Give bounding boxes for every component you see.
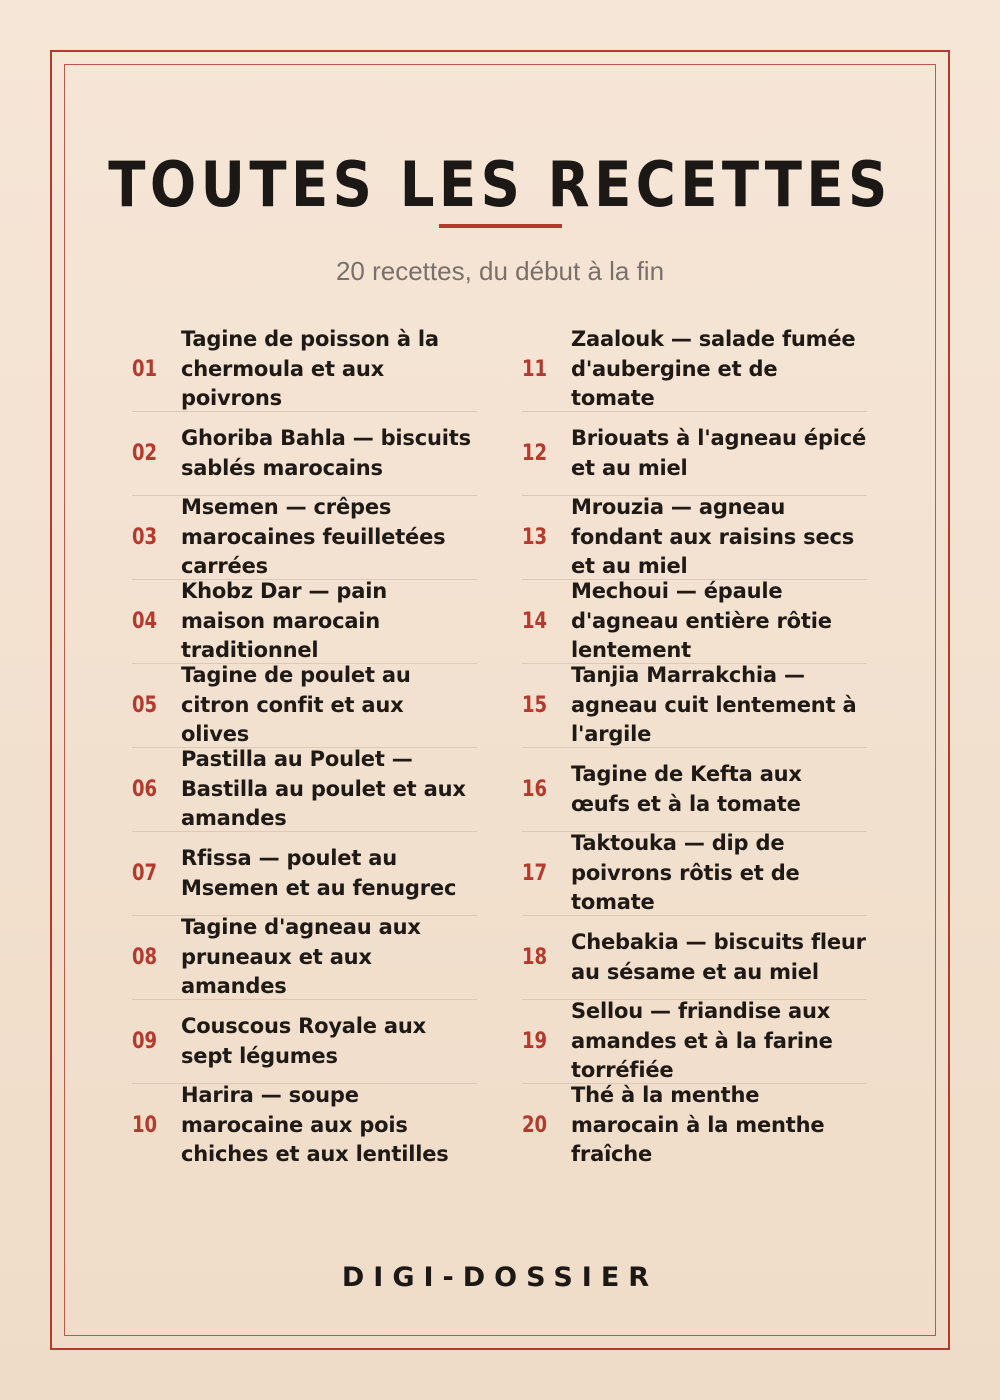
- recipe-name: Ghoriba Bahla — biscuits sablés marocains: [181, 426, 471, 480]
- recipe-number: 02: [132, 441, 158, 466]
- recipe-number: 15: [522, 693, 548, 718]
- recipe-name: Sellou — friandise aux amandes et à la farine torréfiée: [571, 999, 833, 1083]
- recipe-name: Khobz Dar — pain maison marocain traditionnel: [181, 579, 387, 663]
- page-title: TOUTES LES RECETTES: [108, 148, 892, 221]
- recipe-name: Taktouka — dip de poivrons rôtis et de tomate: [571, 831, 800, 915]
- recipe-item: [522, 1083, 867, 1167]
- recipe-item: [522, 831, 867, 915]
- recipe-name: Thé à la menthe marocain à la menthe fraîche: [571, 1083, 825, 1167]
- recipe-name: Tagine de Kefta aux œufs et à la tomate: [571, 762, 802, 816]
- recipe-name: Rfissa — poulet au Msemen et au fenugrec: [181, 846, 457, 900]
- recipe-item: [522, 495, 867, 579]
- recipe-name: Tagine d'agneau aux pruneaux et aux amandes: [181, 915, 421, 999]
- recipe-item: [132, 579, 477, 663]
- recipe-item: [522, 915, 867, 999]
- recipe-item: [522, 411, 867, 495]
- recipe-number: 08: [132, 945, 158, 970]
- recipe-number: 14: [522, 609, 548, 634]
- recipe-item: [132, 999, 477, 1083]
- recipe-number: 06: [132, 777, 158, 802]
- title-underline: [439, 224, 562, 228]
- recipe-name: Tagine de poisson à la chermoula et aux poivrons: [181, 327, 439, 411]
- recipe-number: 20: [522, 1113, 548, 1138]
- recipe-name: Pastilla au Poulet — Bastilla au poulet et aux amandes: [181, 747, 466, 831]
- recipe-number: 18: [522, 945, 548, 970]
- recipe-item: [132, 1083, 477, 1167]
- recipe-item: [132, 495, 477, 579]
- recipe-number: 16: [522, 777, 548, 802]
- recipe-item: [522, 747, 867, 831]
- recipe-number: 04: [132, 609, 158, 634]
- recipe-name: Zaalouk — salade fumée d'aubergine et de tomate: [571, 327, 856, 411]
- recipe-column-left: [132, 328, 477, 1167]
- recipe-name: Chebakia — biscuits fleur au sésame et au miel: [571, 930, 866, 984]
- recipe-name: Tagine de poulet au citron confit et aux olives: [181, 663, 411, 747]
- recipe-number: 05: [132, 693, 158, 718]
- recipe-item: [132, 747, 477, 831]
- recipe-item: [522, 328, 867, 411]
- recipe-item: [522, 579, 867, 663]
- recipe-number: 09: [132, 1029, 158, 1054]
- recipe-number: 10: [132, 1113, 158, 1138]
- recipe-item: [132, 328, 477, 411]
- recipe-name: Mechoui — épaule d'agneau entière rôtie lentement: [571, 579, 832, 663]
- recipe-item: [522, 999, 867, 1083]
- recipe-number: 03: [132, 525, 158, 550]
- recipe-number: 01: [132, 357, 158, 382]
- recipe-name: Mrouzia — agneau fondant aux raisins secs et au miel: [571, 495, 855, 579]
- page-subtitle: 20 recettes, du début à la fin: [335, 256, 665, 286]
- recipe-name: Briouats à l'agneau épicé et au miel: [571, 426, 867, 480]
- recipe-name: Couscous Royale aux sept légumes: [181, 1014, 427, 1068]
- recipe-column-right: [522, 328, 867, 1167]
- recipe-item: [132, 831, 477, 915]
- recipe-item: [132, 915, 477, 999]
- recipe-number: 13: [522, 525, 548, 550]
- recipe-number: 17: [522, 861, 548, 886]
- brand-footer: DIGI-DOSSIER: [341, 1262, 659, 1293]
- recipe-item: [132, 411, 477, 495]
- recipe-name: Tanjia Marrakchia — agneau cuit lentement à l'argile: [571, 663, 857, 747]
- recipe-number: 12: [522, 441, 548, 466]
- recipe-name: Harira — soupe marocaine aux pois chiches et aux lentilles: [181, 1083, 449, 1167]
- recipe-name: Msemen — crêpes marocaines feuilletées carrées: [181, 495, 446, 579]
- recipe-number: 19: [522, 1029, 548, 1054]
- recipe-item: [522, 663, 867, 747]
- recipe-number: 07: [132, 861, 158, 886]
- recipe-item: [132, 663, 477, 747]
- recipe-number: 11: [522, 357, 548, 382]
